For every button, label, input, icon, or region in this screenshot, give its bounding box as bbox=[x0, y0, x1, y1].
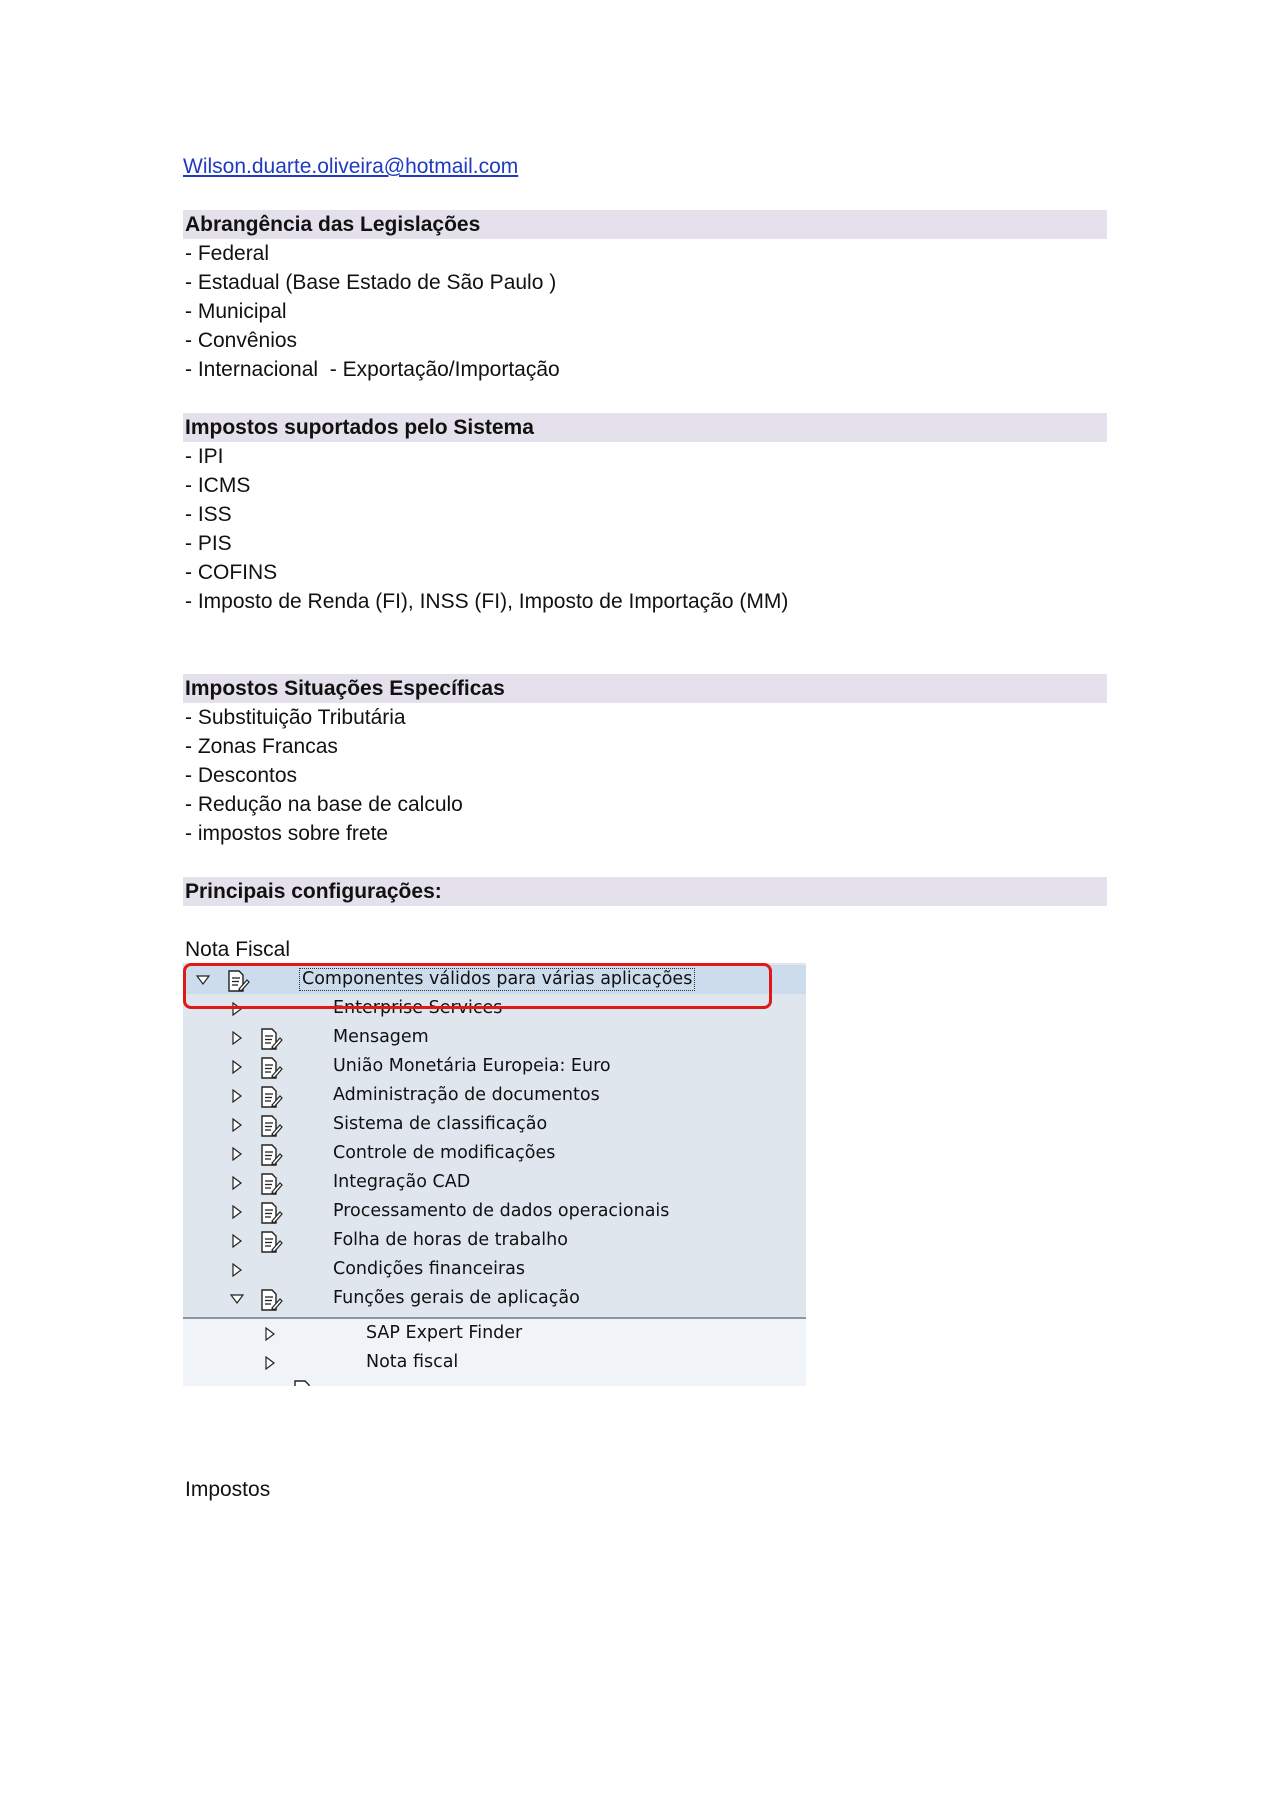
nota-fiscal-label: Nota Fiscal bbox=[185, 938, 291, 961]
collapsed-triangle-icon[interactable] bbox=[230, 1117, 244, 1131]
collapsed-triangle-icon[interactable] bbox=[263, 1355, 277, 1369]
tree-node[interactable] bbox=[183, 1023, 806, 1052]
list-item: - Municipal bbox=[185, 300, 287, 323]
document-edit-icon bbox=[259, 1085, 283, 1109]
list-item: - Zonas Francas bbox=[185, 735, 338, 758]
list-item: - Imposto de Renda (FI), INSS (FI), Imposto de Importação (MM) bbox=[185, 590, 789, 613]
section-header: Impostos Situações Específicas bbox=[183, 674, 1107, 703]
collapsed-triangle-icon[interactable] bbox=[230, 1262, 244, 1276]
document-edit-icon bbox=[259, 1143, 283, 1167]
list-item: - IPI bbox=[185, 445, 224, 468]
impostos-label: Impostos bbox=[185, 1478, 271, 1501]
tree-node[interactable] bbox=[183, 1226, 806, 1255]
tree-node-label[interactable]: Funções gerais de aplicação bbox=[333, 1288, 580, 1308]
tree-node-expanded[interactable] bbox=[183, 1284, 806, 1313]
collapsed-triangle-icon[interactable] bbox=[230, 1233, 244, 1247]
document-edit-icon bbox=[259, 1201, 283, 1225]
list-item: - Internacional - Exportação/Importação bbox=[185, 358, 560, 381]
tree-node-label[interactable]: Mensagem bbox=[333, 1027, 429, 1047]
tree-node-label[interactable]: Enterprise Services bbox=[333, 998, 503, 1018]
collapsed-triangle-icon[interactable] bbox=[230, 1001, 244, 1015]
document-edit-icon bbox=[292, 1379, 316, 1386]
document-edit-icon bbox=[259, 1114, 283, 1138]
section-abrangencia bbox=[183, 210, 1107, 384]
list-item: - COFINS bbox=[185, 561, 278, 584]
tree-subnode[interactable] bbox=[183, 1348, 806, 1377]
tree-node-label[interactable]: Folha de horas de trabalho bbox=[333, 1230, 568, 1250]
section-situacoes-especificas bbox=[183, 674, 1107, 848]
list-item: - ISS bbox=[185, 503, 232, 526]
tree-subnode[interactable] bbox=[183, 1319, 806, 1348]
tree-node-label[interactable]: SAP Expert Finder bbox=[366, 1323, 523, 1343]
document-edit-icon bbox=[259, 1288, 283, 1312]
list-item: - PIS bbox=[185, 532, 232, 555]
collapsed-triangle-icon[interactable] bbox=[230, 1175, 244, 1189]
tree-node-label[interactable]: Sistema de classificação bbox=[333, 1114, 548, 1134]
tree-node[interactable] bbox=[183, 1168, 806, 1197]
document-edit-icon bbox=[226, 969, 250, 993]
list-item: - Estadual (Base Estado de São Paulo ) bbox=[185, 271, 557, 294]
tree-root-node[interactable] bbox=[183, 965, 806, 994]
tree-node[interactable] bbox=[183, 1052, 806, 1081]
tree-node[interactable] bbox=[183, 994, 806, 1023]
list-item: - Federal bbox=[185, 242, 270, 265]
tree-node[interactable] bbox=[183, 1081, 806, 1110]
tree-node[interactable] bbox=[183, 1110, 806, 1139]
collapsed-triangle-icon[interactable] bbox=[230, 1204, 244, 1218]
collapsed-triangle-icon[interactable] bbox=[230, 1088, 244, 1102]
collapsed-triangle-icon[interactable] bbox=[230, 1030, 244, 1044]
section-header: Impostos suportados pelo Sistema bbox=[183, 413, 1107, 442]
tree-node-label[interactable]: Controle de modificações bbox=[333, 1143, 556, 1163]
email-link[interactable]: Wilson.duarte.oliveira@hotmail.com bbox=[183, 155, 519, 178]
tree-node-label[interactable]: Condições financeiras bbox=[333, 1259, 525, 1279]
list-item: - Substituição Tributária bbox=[185, 706, 406, 729]
collapsed-triangle-icon[interactable] bbox=[230, 1059, 244, 1073]
document-edit-icon bbox=[259, 1172, 283, 1196]
list-item: - Descontos bbox=[185, 764, 298, 787]
sap-tree-screenshot bbox=[183, 963, 806, 1386]
document-edit-icon bbox=[259, 1056, 283, 1080]
collapsed-triangle-icon[interactable] bbox=[230, 1146, 244, 1160]
tree-node-label[interactable]: Processamento de dados operacionais bbox=[333, 1201, 670, 1221]
tree-node[interactable] bbox=[183, 1255, 806, 1284]
document-edit-icon bbox=[259, 1230, 283, 1254]
tree-node-label[interactable]: Componentes válidos para várias aplicações bbox=[299, 968, 695, 991]
tree-node[interactable] bbox=[183, 1139, 806, 1168]
tree-node-label[interactable]: Nota fiscal bbox=[366, 1352, 459, 1372]
section-principais-configuracoes bbox=[183, 877, 1107, 906]
section-impostos-suportados bbox=[183, 413, 1107, 616]
tree-node[interactable] bbox=[183, 1197, 806, 1226]
document-edit-icon bbox=[259, 1027, 283, 1051]
collapsed-triangle-icon[interactable] bbox=[263, 1326, 277, 1340]
list-item: - ICMS bbox=[185, 474, 251, 497]
list-item: - Redução na base de calculo bbox=[185, 793, 463, 816]
tree-node-label[interactable]: Integração CAD bbox=[333, 1172, 471, 1192]
list-item: - impostos sobre frete bbox=[185, 822, 389, 845]
tree-subnodes-area bbox=[183, 1317, 806, 1386]
section-header: Principais configurações: bbox=[183, 877, 1107, 906]
expanded-triangle-icon[interactable] bbox=[230, 1291, 244, 1305]
section-header: Abrangência das Legislações bbox=[183, 210, 1107, 239]
expanded-triangle-icon[interactable] bbox=[196, 972, 210, 986]
tree-node-label[interactable]: União Monetária Europeia: Euro bbox=[333, 1056, 611, 1076]
tree-node-label[interactable]: Administração de documentos bbox=[333, 1085, 600, 1105]
list-item: - Convênios bbox=[185, 329, 298, 352]
